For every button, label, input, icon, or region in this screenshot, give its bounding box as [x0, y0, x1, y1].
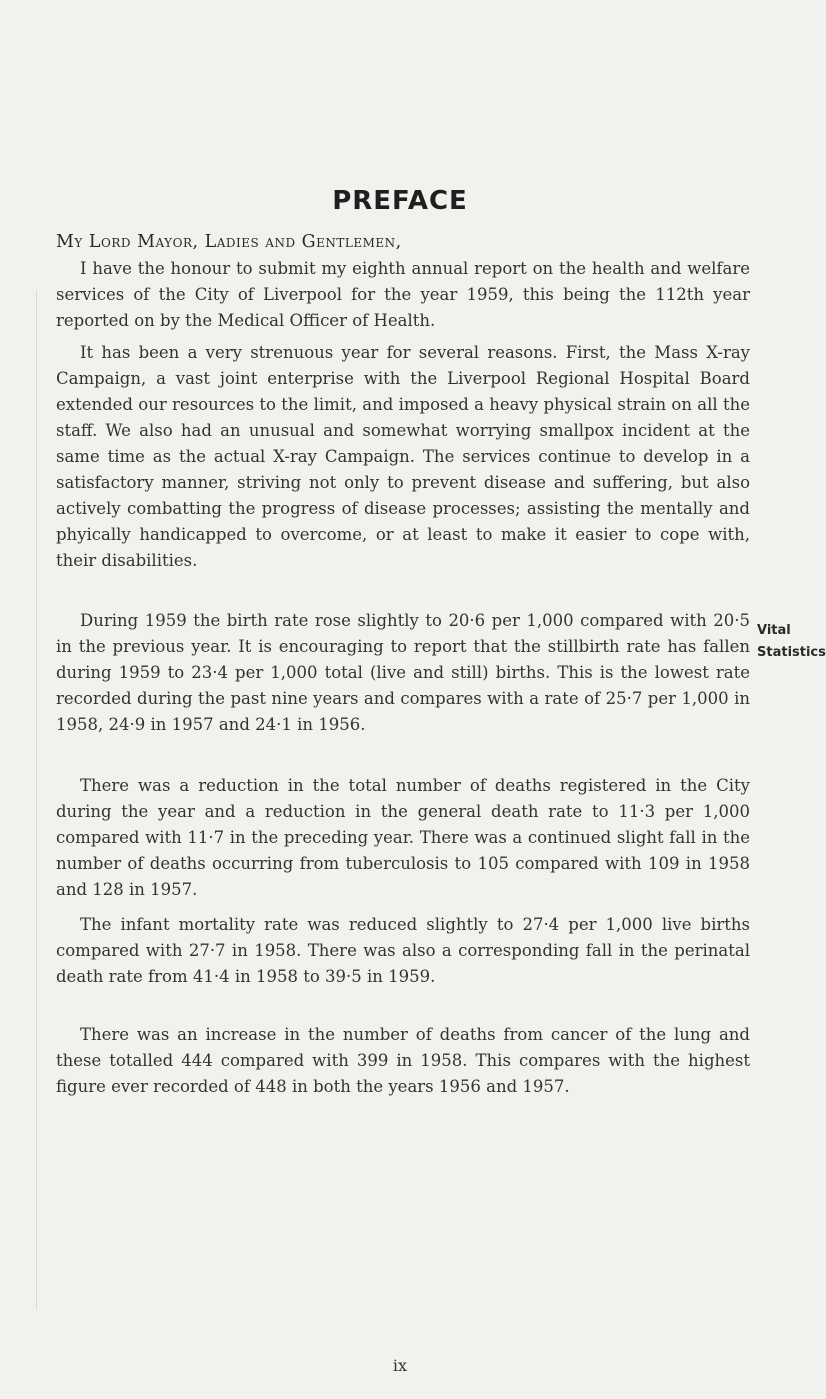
scan-margin-line	[36, 290, 37, 1310]
side-note-line-2: Statistics	[757, 645, 826, 660]
salutation: My Lord Mayor, Ladies and Gentlemen,	[56, 232, 402, 252]
paragraph-infant-mortality: The infant mortality rate was reduced slightly to 27·4 per 1,000 live births compared with 27·7 in 1958. There was also a corresponding fall in the perinatal death rate from 41·4 in 1958 to 39·5 in 1959.	[56, 915, 750, 986]
paragraph-lung-cancer: There was an increase in the number of deaths from cancer of the lung and these totalled 444 compared with 399 in 1958. This compares with the highest figure ever recorded of 448 in both the years 1956 and 1957.	[56, 1025, 750, 1096]
paragraph-death-rate: There was a reduction in the total number of deaths registered in the City during the year and a reduction in the general death rate to 11·3 per 1,000 compared with 11·7 in the preceding year. There was a continued slight fall in the number of deaths occurring from tuberculosis to 105 compared with 109 in 1958 and 128 in 1957.	[56, 776, 750, 899]
side-note-line-1: Vital	[757, 623, 791, 638]
page-number: ix	[392, 1356, 408, 1375]
paragraph-strenuous-year: It has been a very strenuous year for several reasons. First, the Mass X-ray Campaign, a vast joint enterprise with the Liverpool Regional Hospital Board extended our resources to the limit, and imposed a heavy physical strain on all the staff. We also had an unusual and somewhat worrying smallpox incident at the same time as the actual X-ray Campaign. The services continue to develop in a satisfactory manner, striving not only to prevent disease and suffering, but also actively combatting the progress of disease processes; assisting the mentally and phyically handicapped to overcome, or at least to make it easier to cope with, their disabilities.	[56, 343, 750, 570]
side-note-vital-statistics	[757, 620, 826, 664]
paragraph-birth-rate: During 1959 the birth rate rose slightly to 20·6 per 1,000 compared with 20·5 in the previous year. It is encouraging to report that the stillbirth rate has fallen during 1959 to 23·4 per 1,000 total (live and still) births. This is the lowest rate recorded during the past nine years and compares with a rate of 25·7 per 1,000 in 1958, 24·9 in 1957 and 24·1 in 1956.	[56, 611, 750, 734]
paragraph-intro: I have the honour to submit my eighth annual report on the health and welfare services of the City of Liverpool for the year 1959, this being the 112th year reported on by the Medical Officer of Health.	[56, 259, 750, 330]
page-title: PREFACE	[332, 186, 468, 216]
